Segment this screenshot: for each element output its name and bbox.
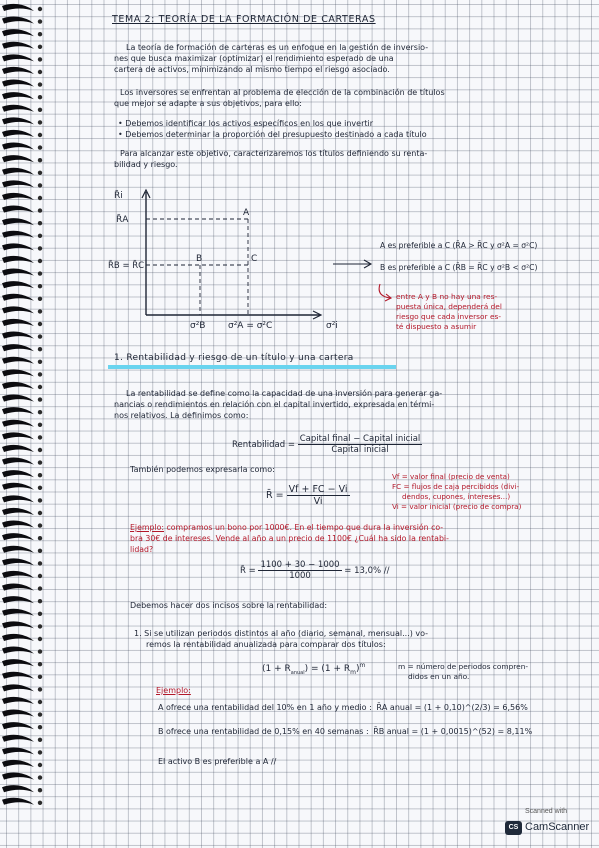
spiral-hole [38,775,42,779]
formula-sub: anual [290,669,305,676]
point-b-label: B [196,254,203,264]
legend-line: FC = flujos de caja percibidos (divi- [392,482,520,491]
red-note-line: puesta única, dependerá del [396,302,502,311]
formula-rhs: = 13,0% // [344,566,390,576]
formula-sub: m [350,668,357,676]
spiral-hole [38,196,42,200]
spiral-coil [2,306,34,313]
spiral-coil [2,369,34,376]
spiral-coil [2,634,34,641]
spiral-coil [2,571,34,578]
spiral-hole [38,712,42,716]
y-axis-label: R̄i [114,191,123,201]
spiral-coil [2,735,34,742]
spiral-coil [2,54,34,61]
spiral-hole [38,599,42,603]
example2-label: Ejemplo: [156,686,191,695]
spiral-coil [2,558,34,565]
formula-annualized [262,662,365,676]
spiral-coil [2,659,34,666]
spiral-hole [38,322,42,326]
spiral-coil [2,584,34,591]
investors-line: que mejor se adapte a sus objetivos, para ello: [114,99,302,108]
example-a-text: A ofrece una rentabilidad del 10% en 1 año y medio : [158,703,372,712]
scanner-brand: CamScanner [525,821,590,833]
spiral-coil [2,470,34,477]
intro-line: nes que busca maximizar (optimizar) el rendimiento esperado de una [114,54,394,63]
spiral-hole [38,7,42,11]
example-b [158,726,532,737]
scanner-top-text: Scanned with [525,808,568,815]
spiral-coil [2,218,34,225]
conclusion: El activo B es preferible a A // [158,757,277,766]
example-text: compramos un bono por 1000€. En el tiempo que dura la inversión co- [166,523,444,532]
spiral-binding [0,0,60,848]
point-one-line: remos la rentabilidad anualizada para comparar dos títulos: [146,640,386,649]
formula-part: (1 + R [262,664,291,674]
formula-numerator: Capital final − Capital inicial [299,434,421,444]
red-note [396,292,502,332]
bullet-list [118,118,427,140]
spiral-hole [38,284,42,288]
spiral-coil [2,546,34,553]
spiral-coil [2,609,34,616]
spiral-hole [38,675,42,679]
spiral-coil [2,508,34,515]
spiral-coil [2,785,34,792]
formula-lhs: Rentabilidad = [232,440,295,450]
m-note-line: m = número de periodos compren- [398,662,529,671]
spiral-hole [38,259,42,263]
section-highlight [108,365,396,369]
intro-line: cartera de activos, minimizando al mismo tiempo el riesgo asociado. [114,65,390,74]
formula-numerator: 1100 + 30 − 1000 [260,560,340,570]
point-a-label: A [243,208,250,218]
point-c-label: C [251,254,258,264]
spiral-hole [38,687,42,691]
spiral-coil [2,130,34,137]
spiral-hole [38,410,42,414]
example-b-text: B ofrece una rentabilidad de 0,15% en 40 semanas : [158,727,369,736]
spiral-coil [2,105,34,112]
formula-example [240,560,390,581]
spiral-hole [38,221,42,225]
spiral-hole [38,486,42,490]
spiral-hole [38,662,42,666]
objective-line: bilidad y riesgo. [114,160,178,169]
spiral-coil [2,672,34,679]
investors-paragraph [114,87,445,109]
page-title: TEMA 2: TEORÍA DE LA FORMACIÓN DE CARTERAS [112,14,376,25]
section-heading: 1. Rentabilidad y riesgo de un título y una cartera [114,353,354,363]
variable-legend [392,472,521,512]
intro-paragraph [114,42,428,75]
intro-line: La teoría de formación de carteras es un enfoque en la gestión de inversio- [126,43,429,52]
spiral-hole [38,246,42,250]
spiral-hole [38,309,42,313]
formula-rentabilidad [232,434,422,455]
spiral-coil [2,773,34,780]
bullet-text: Debemos identificar los activos específicos en los que invertir [125,119,374,128]
spiral-coil [2,458,34,465]
spiral-hole [38,801,42,805]
spiral-coil [2,4,34,11]
preference-a: A es preferible a C (R̄A > R̄C y σ²A = σ²C) [380,241,538,250]
y-tick-upper: R̄A [116,215,129,225]
spiral-coil [2,533,34,540]
spiral-hole [38,32,42,36]
definition-line: nos relativos. La definimos como: [114,411,249,420]
spiral-coil [2,168,34,175]
spiral-coil [2,17,34,24]
spiral-coil [2,697,34,704]
spiral-hole [38,70,42,74]
example-block [130,522,449,555]
spiral-coil [2,798,34,805]
investors-line: Los inversores se enfrentan al problema de elección de la combinación de títulos [120,88,445,97]
spiral-hole [38,234,42,238]
m-note [398,662,528,682]
note-two-incisos: Debemos hacer dos incisos sobre la rentabilidad: [130,601,328,610]
spiral-hole [38,649,42,653]
spiral-coil [2,243,34,250]
formula-sup: m [359,662,366,669]
spiral-coil [2,80,34,87]
bullet-item: • Debemos determinar la proporción del presupuesto destinado a cada título [118,130,427,139]
spiral-coil [2,344,34,351]
scanner-watermark [503,808,595,842]
definition-line: nancias o rendimientos en relación con el capital invertido, expresada en térmi- [114,400,435,409]
spiral-hole [38,523,42,527]
spiral-hole [38,511,42,515]
spiral-hole [38,423,42,427]
spiral-hole [38,574,42,578]
spiral-coil [2,231,34,238]
spiral-coil [2,722,34,729]
spiral-hole [38,347,42,351]
spiral-hole [38,473,42,477]
spiral-hole [38,397,42,401]
spiral-hole [38,385,42,389]
spiral-coil [2,407,34,414]
example-line: lidad? [130,545,154,554]
rentabilidad-definition [114,388,442,421]
spiral-hole [38,133,42,137]
spiral-hole [38,95,42,99]
spiral-coil [2,382,34,389]
spiral-coil [2,332,34,339]
spiral-hole [38,57,42,61]
spiral-coil [2,596,34,603]
formula-fraction [298,434,423,455]
spiral-coil [2,206,34,213]
spiral-coil [2,281,34,288]
spiral-hole [38,145,42,149]
spiral-coil [2,319,34,326]
spiral-hole [38,183,42,187]
spiral-hole [38,334,42,338]
spiral-hole [38,435,42,439]
spiral-coil [2,647,34,654]
example-a-result: R̄A anual = (1 + 0,10)^(2/3) = 6,56% [376,703,528,712]
spiral-coil [2,760,34,767]
spiral-coil [2,420,34,427]
legend-line: dendos, cupones, intereses...) [402,492,511,501]
spiral-hole [38,82,42,86]
spiral-hole [38,788,42,792]
definition-line: La rentabilidad se define como la capacidad de una inversión para generar ga- [126,389,443,398]
spiral-hole [38,624,42,628]
objective-paragraph [114,148,427,170]
spiral-coil [2,483,34,490]
spiral-coil [2,294,34,301]
red-note-line: té dispuesto a asumir [396,322,477,331]
spiral-coil [2,684,34,691]
spiral-coil [2,256,34,263]
point-one-line: 1. Si se utilizan periodos distintos al año (diario, semanal, mensual...) vo- [134,629,429,638]
spiral-hole [38,637,42,641]
spiral-hole [38,750,42,754]
spiral-hole [38,763,42,767]
example-line [130,522,449,533]
spiral-hole [38,536,42,540]
spiral-coil [2,42,34,49]
spiral-hole [38,108,42,112]
spiral-hole [38,360,42,364]
spiral-hole [38,549,42,553]
example-line: bra 30€ de intereses. Vende al año a un precio de 1100€ ¿Cuál ha sido la rentabi- [130,534,449,543]
spiral-coil [2,67,34,74]
y-tick-lower: R̄B = R̄C [108,261,145,271]
spiral-coil [2,621,34,628]
spiral-coil [2,495,34,502]
formula-part: ) = (1 + R [304,664,351,674]
formula-numerator: Vf + FC − Vi [288,484,348,495]
x-tick-ac: σ²A = σ²C [228,321,273,331]
objective-line: Para alcanzar este objetivo, caracterizaremos los títulos definiendo su renta- [120,149,428,158]
spiral-hole [38,586,42,590]
also-text: También podemos expresarla como: [130,465,275,474]
spiral-hole [38,372,42,376]
x-tick-b: σ²B [190,321,206,331]
spiral-coil [2,269,34,276]
formula-lhs: R̄ = [266,490,284,501]
spiral-hole [38,271,42,275]
spiral-coil [2,395,34,402]
spiral-hole [38,561,42,565]
spiral-coil [2,445,34,452]
spiral-hole [38,700,42,704]
spiral-coil [2,747,34,754]
formula-lhs: R̄ = [240,566,256,576]
spiral-coil [2,155,34,162]
red-note-line: entre A y B no hay una res- [396,292,498,301]
spiral-hole [38,612,42,616]
x-axis-label: σ²i [326,321,338,331]
spiral-coil [2,29,34,36]
formula-part: ) [356,664,360,674]
spiral-hole [38,297,42,301]
formula-denominator: Vi [313,496,323,507]
example-a [158,702,528,713]
m-note-line: didos en un año. [408,672,470,681]
spiral-hole [38,460,42,464]
scanner-logo-icon: CS [505,821,522,835]
example-b-result: R̄B anual = (1 + 0,0015)^(52) = 8,11% [373,727,533,736]
bullet-item: • Debemos identificar los activos específicos en los que invertir [118,119,374,128]
spiral-coil [2,92,34,99]
spiral-coil [2,117,34,124]
spiral-hole [38,45,42,49]
spiral-coil [2,432,34,439]
spiral-hole [38,448,42,452]
spiral-coil [2,180,34,187]
formula-fraction [258,560,341,581]
spiral-coil [2,521,34,528]
formula-denominator: Capital inicial [331,445,389,455]
formula-fraction [287,484,350,507]
spiral-hole [38,498,42,502]
point-one [134,628,428,650]
bullet-text: Debemos determinar la proporción del presupuesto destinado a cada título [125,130,427,139]
spiral-coil [2,143,34,150]
example-label: Ejemplo: [130,523,164,532]
spiral-hole [38,738,42,742]
spiral-hole [38,208,42,212]
formula-denominator: 1000 [289,571,311,581]
spiral-hole [38,171,42,175]
red-note-line: riesgo que cada inversor es- [396,312,502,321]
spiral-coil [2,357,34,364]
spiral-hole [38,120,42,124]
spiral-hole [38,725,42,729]
formula-r-bar [266,484,350,507]
spiral-hole [38,19,42,23]
spiral-hole [38,158,42,162]
spiral-coil [2,193,34,200]
preference-b: B es preferible a C (R̄B = R̄C y σ²B < σ²C) [380,263,538,272]
legend-line: Vf = valor final (precio de venta) [392,472,510,481]
spiral-coil [2,710,34,717]
legend-line: Vi = valor inicial (precio de compra) [392,502,522,511]
